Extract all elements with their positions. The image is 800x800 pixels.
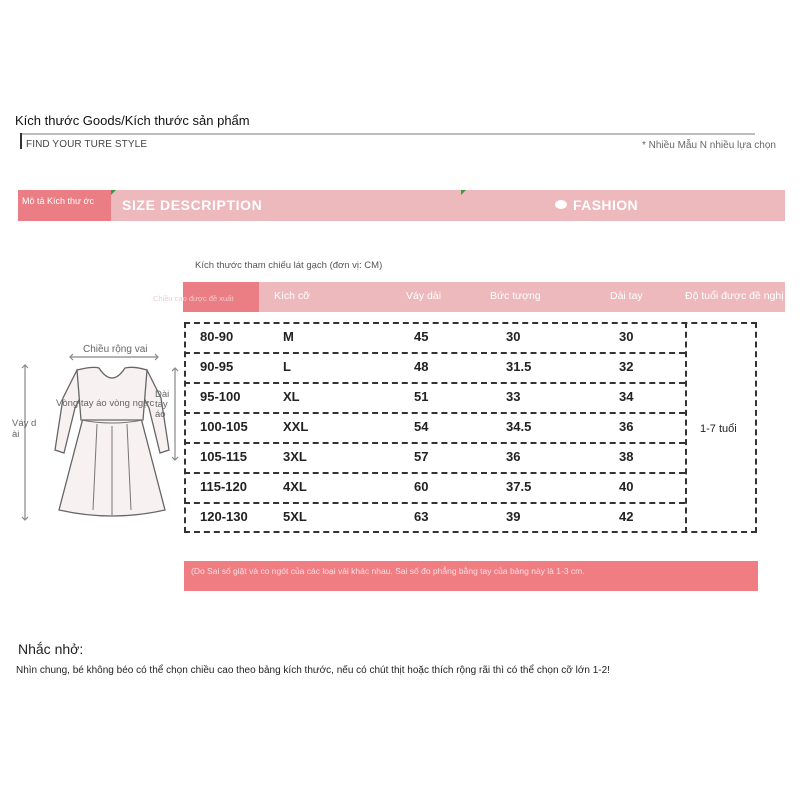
- sleeve-cell: 40: [619, 479, 634, 494]
- length-cell: 51: [414, 389, 429, 404]
- bust-cell: 31.5: [506, 359, 532, 374]
- size-cell: M: [283, 329, 294, 344]
- row-divider: [184, 382, 685, 384]
- length-cell: 57: [414, 449, 429, 464]
- bust-cell: 34.5: [506, 419, 532, 434]
- size-cell: XXL: [283, 419, 309, 434]
- bust-cell: 36: [506, 449, 521, 464]
- bust-cell: 33: [506, 389, 521, 404]
- length-cell: 45: [414, 329, 429, 344]
- size-description-heading: SIZE DESCRIPTION: [122, 197, 263, 213]
- height-cell: 105-115: [200, 449, 247, 464]
- dress-diagram: [15, 340, 185, 525]
- reminder-title: Nhắc nhở:: [18, 641, 84, 657]
- sleeve-cell: 34: [619, 389, 634, 404]
- row-divider: [184, 352, 685, 354]
- column-header-size: Kích cỡ: [274, 290, 311, 302]
- corner-marker-icon: [461, 190, 466, 195]
- divider-marker: [20, 133, 22, 149]
- row-divider: [184, 502, 685, 504]
- bust-cell: 30: [506, 329, 521, 344]
- sleeve-cell: 30: [619, 329, 634, 344]
- fashion-heading: FASHION: [573, 197, 639, 213]
- bust-cell: 39: [506, 509, 521, 524]
- age-range-cell: 1-7 tuổi: [700, 423, 737, 435]
- column-header-height: Chiều cao được đề xuất: [153, 294, 234, 303]
- chest-label: Vòng tay áo vòng ngực: [56, 398, 155, 409]
- banner-label: Mô tả Kích thư ớc: [22, 196, 94, 206]
- unit-note: Kích thước tham chiếu lát gạch (đơn vị: CM): [195, 260, 383, 271]
- age-column-divider: [685, 322, 687, 533]
- length-cell: 54: [414, 419, 429, 434]
- length-cell: 60: [414, 479, 429, 494]
- page-title: Kích thước Goods/Kích thước sản phẩm: [15, 113, 250, 128]
- more-options-text: * Nhiều Mẫu N nhiều lựa chọn: [642, 140, 776, 151]
- sleeve-cell: 38: [619, 449, 634, 464]
- reminder-text: Nhìn chung, bé không béo có thể chọn chiều cao theo bảng kích thước, nếu có chút thịt hoặc thích rộng rãi thì có thể chọn cỡ lớn 1-2!: [16, 665, 610, 676]
- height-cell: 120-130: [200, 509, 248, 524]
- sleeve-length-label: Dài tay áo: [155, 389, 170, 420]
- corner-marker-icon: [111, 190, 116, 195]
- length-cell: 63: [414, 509, 429, 524]
- column-header-age: Độ tuổi được đề nghị: [685, 290, 784, 302]
- page-subtitle: FIND YOUR TURE STYLE: [26, 139, 148, 150]
- shoulder-width-label: Chiều rộng vai: [83, 344, 148, 355]
- length-cell: 48: [414, 359, 429, 374]
- bust-cell: 37.5: [506, 479, 532, 494]
- size-cell: XL: [283, 389, 300, 404]
- size-cell: 4XL: [283, 479, 307, 494]
- column-header-bust: Bức tượng: [490, 290, 541, 302]
- footnote-text: (Do Sai số giặt và co ngót của các loại vải khác nhau. Sai số đo phẳng bằng tay của bảng này là 1-3 cm.: [191, 566, 585, 576]
- size-cell: L: [283, 359, 291, 374]
- height-cell: 90-95: [200, 359, 234, 374]
- bullet-dot-icon: [555, 200, 567, 209]
- row-divider: [184, 472, 685, 474]
- size-cell: 3XL: [283, 449, 307, 464]
- column-header-length: Váy dài: [406, 290, 442, 302]
- sleeve-cell: 42: [619, 509, 634, 524]
- dress-length-label: Váy d ài: [12, 418, 37, 440]
- sleeve-cell: 32: [619, 359, 634, 374]
- height-cell: 115-120: [200, 479, 247, 494]
- column-header-sleeve: Dài tay: [610, 290, 643, 302]
- height-cell: 95-100: [200, 389, 241, 404]
- size-cell: 5XL: [283, 509, 307, 524]
- title-divider: [20, 133, 755, 135]
- row-divider: [184, 412, 685, 414]
- height-cell: 100-105: [200, 419, 248, 434]
- sleeve-cell: 36: [619, 419, 634, 434]
- row-divider: [184, 442, 685, 444]
- height-cell: 80-90: [200, 329, 234, 344]
